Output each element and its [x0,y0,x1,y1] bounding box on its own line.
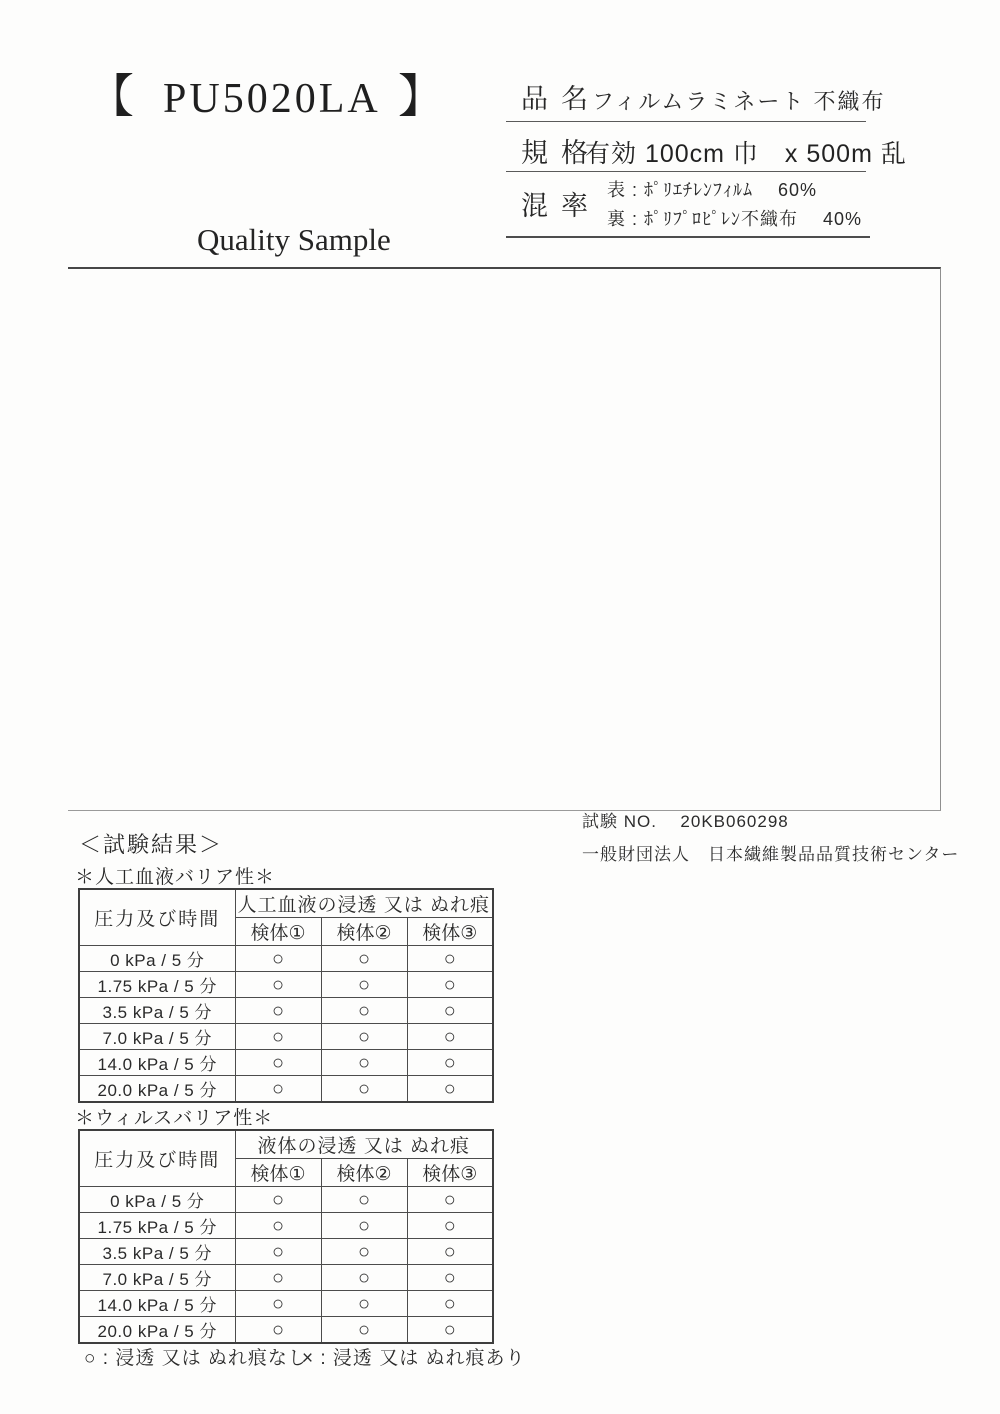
condition-cell: 1.75 kPa / 5 分 [79,972,235,998]
result-cell: ○ [235,1317,321,1344]
result-cell: ○ [407,1076,493,1103]
result-cell: ○ [235,1187,321,1213]
condition-cell: 3.5 kPa / 5 分 [79,998,235,1024]
result-cell: ○ [321,998,407,1024]
close-bracket: 】 [398,71,444,122]
condition-cell: 0 kPa / 5 分 [79,1187,235,1213]
virus-barrier-table [78,1129,494,1344]
result-cell: ○ [321,1213,407,1239]
result-cell: ○ [407,1265,493,1291]
table-row [79,1265,493,1291]
result-cell: ○ [235,1291,321,1317]
result-cell: ○ [321,1076,407,1103]
table-row [79,1076,493,1103]
result-cell: ○ [407,946,493,972]
penetration-header: 液体の浸透 又は ぬれ痕 [235,1130,493,1159]
result-cell: ○ [321,1317,407,1344]
result-cell: ○ [235,1239,321,1265]
product-name-value: フィルムラミネート 不織布 [592,89,886,114]
spec-divider-1 [506,121,866,122]
result-cell: ○ [235,998,321,1024]
result-cell: ○ [407,972,493,998]
result-cell: ○ [321,1187,407,1213]
standard-value: 有効 100cm 巾 x 500m 乱 [585,140,907,168]
penetration-header: 人工血液の浸透 又は ぬれ痕 [235,889,493,918]
quality-sample-subtitle: Quality Sample [197,222,391,257]
pressure-time-header: 圧力及び時間 [79,1130,235,1187]
legend-fail: × : 浸透 又は ぬれ痕あり [302,1348,526,1369]
table-row [79,1050,493,1076]
test-results-heading: ＜試験結果＞ [79,832,224,857]
result-cell: ○ [235,1213,321,1239]
result-cell: ○ [407,1213,493,1239]
result-cell: ○ [321,1265,407,1291]
specimen-header-3: 検体③ [407,918,493,946]
blood-barrier-table [78,888,494,1103]
pressure-time-header: 圧力及び時間 [79,889,235,946]
fabric-sample-area [68,267,941,811]
result-cell: ○ [235,1050,321,1076]
result-cell: ○ [235,1265,321,1291]
result-cell: ○ [407,1024,493,1050]
condition-cell: 3.5 kPa / 5 分 [79,1239,235,1265]
blend-label: 混率 [521,191,601,221]
specimen-header-2: 検体② [321,918,407,946]
open-bracket: 【 [88,71,134,122]
table-row [79,1239,493,1265]
specimen-header-2: 検体② [321,1159,407,1187]
result-cell: ○ [407,1050,493,1076]
table-row [79,972,493,998]
result-cell: ○ [235,972,321,998]
specimen-header-3: 検体③ [407,1159,493,1187]
blend-front-line: 表 : ﾎﾟﾘｴﾁﾚﾝﾌｨﾙﾑ 60% [607,180,818,200]
table-row [79,998,493,1024]
product-code: PU5020LA [163,76,381,122]
result-cell: ○ [407,1239,493,1265]
spec-divider-2 [506,171,866,172]
specimen-header-1: 検体① [235,1159,321,1187]
table-row [79,1213,493,1239]
result-cell: ○ [407,1317,493,1344]
specimen-header-1: 検体① [235,918,321,946]
condition-cell: 7.0 kPa / 5 分 [79,1265,235,1291]
result-cell: ○ [321,946,407,972]
result-cell: ○ [321,1239,407,1265]
result-cell: ○ [235,1076,321,1103]
result-cell: ○ [321,1024,407,1050]
condition-cell: 14.0 kPa / 5 分 [79,1291,235,1317]
result-cell: ○ [407,1187,493,1213]
condition-cell: 0 kPa / 5 分 [79,946,235,972]
standard-label: 規格 [521,138,601,168]
product-name-label: 品名 [521,84,601,114]
legend-pass: ○ : 浸透 又は ぬれ痕なし [84,1348,308,1369]
condition-cell: 7.0 kPa / 5 分 [79,1024,235,1050]
table-row [79,1291,493,1317]
condition-cell: 20.0 kPa / 5 分 [79,1317,235,1344]
result-cell: ○ [321,1291,407,1317]
test-number-value: 20KB060298 [680,812,789,831]
blood-barrier-title: ＊人工血液バリア性＊ [75,867,276,888]
testing-organization: 一般財団法人 日本繊維製品品質技術センター [582,845,960,864]
result-cell: ○ [321,972,407,998]
table-row [79,1024,493,1050]
test-number-label: 試験 NO. [582,812,657,831]
condition-cell: 14.0 kPa / 5 分 [79,1050,235,1076]
result-cell: ○ [235,1024,321,1050]
result-cell: ○ [407,1291,493,1317]
result-cell: ○ [235,946,321,972]
virus-barrier-title: ＊ウィルスバリア性＊ [75,1108,274,1129]
result-cell: ○ [407,998,493,1024]
spec-divider-3 [506,236,870,238]
condition-cell: 1.75 kPa / 5 分 [79,1213,235,1239]
result-cell: ○ [321,1050,407,1076]
table-row [79,1317,493,1344]
blend-back-line: 裏 : ﾎﾟﾘﾌﾟﾛﾋﾟﾚﾝ不織布 40% [607,209,863,229]
table-row [79,946,493,972]
table-row [79,1187,493,1213]
condition-cell: 20.0 kPa / 5 分 [79,1076,235,1103]
test-number-line [582,807,789,832]
